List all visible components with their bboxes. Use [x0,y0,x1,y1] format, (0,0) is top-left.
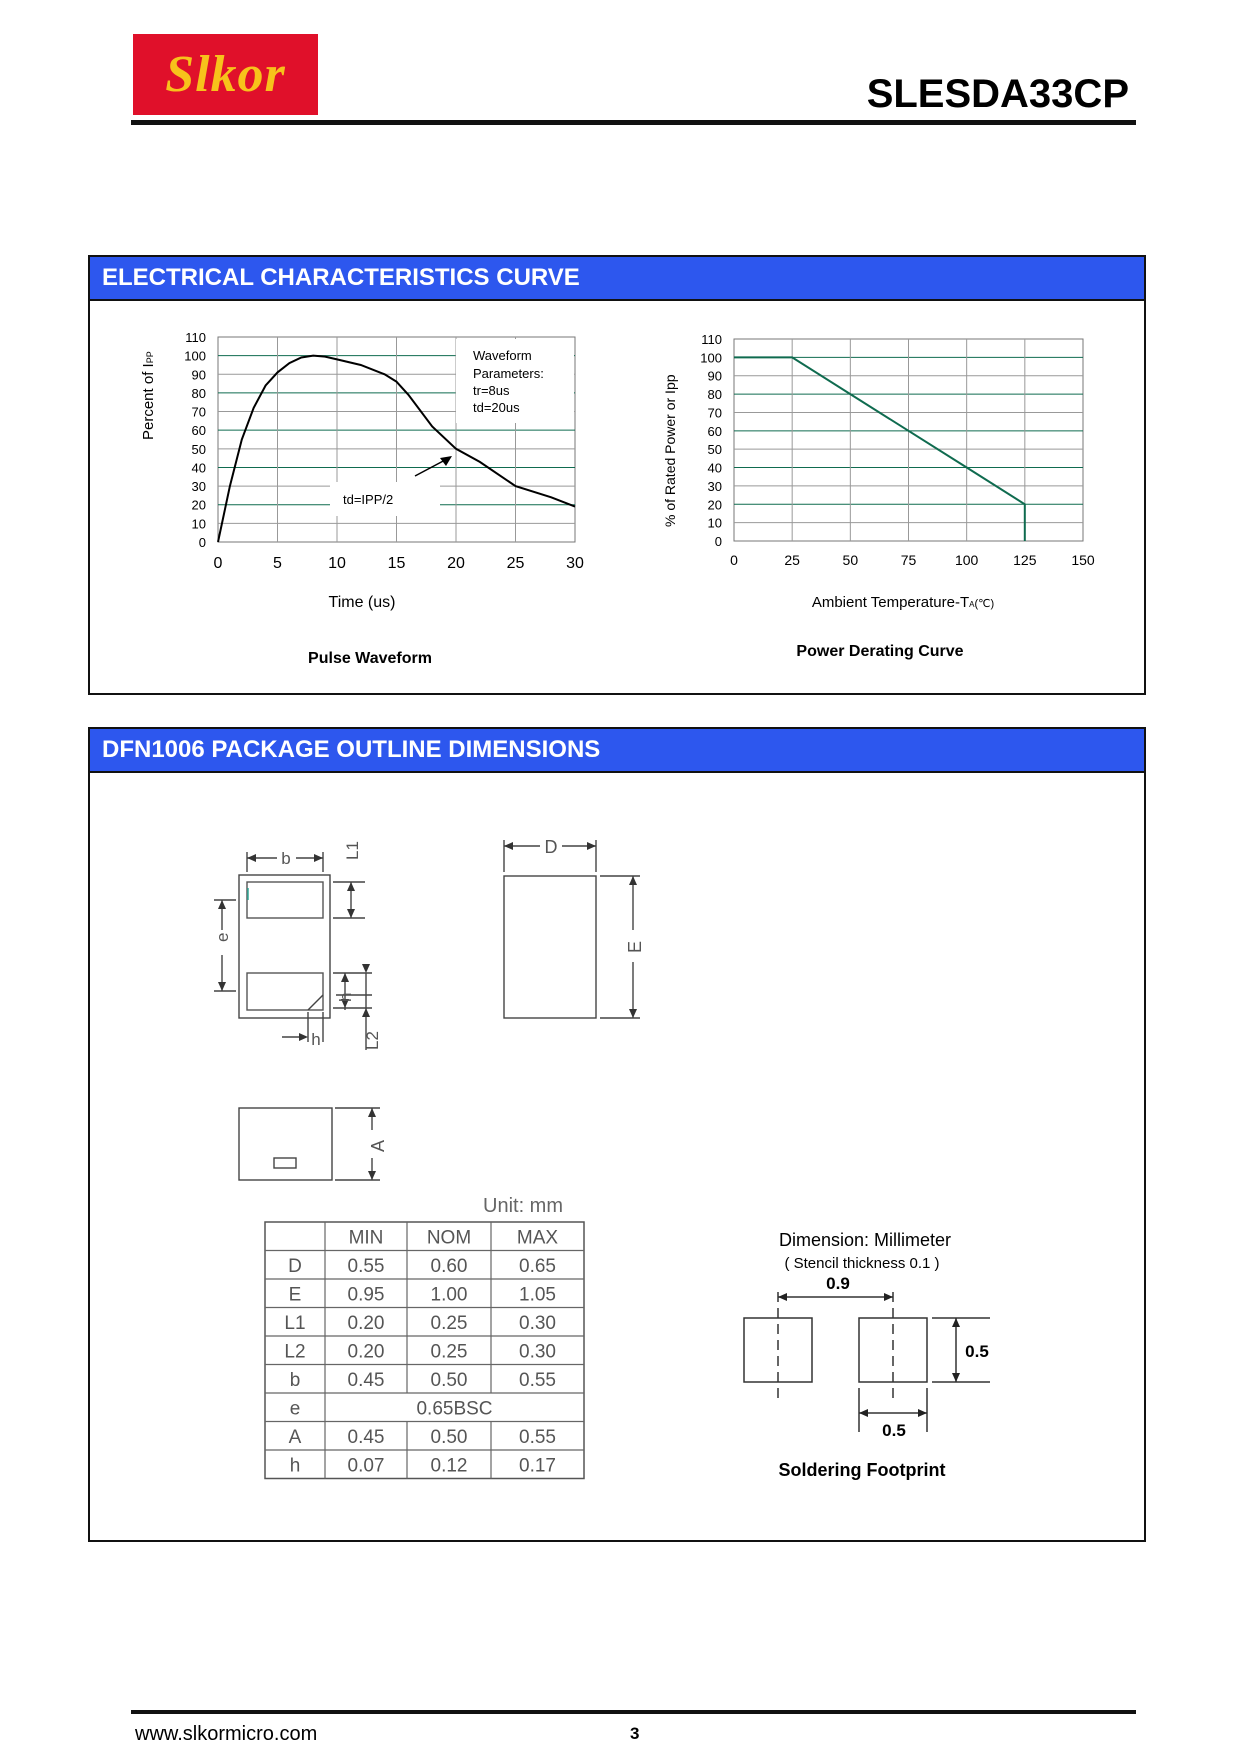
footer-url[interactable]: www.slkormicro.com [135,1723,318,1745]
y-tick-label: 100 [700,350,722,366]
x-tick-label: 75 [900,552,917,568]
table-cell: 0.25 [430,1341,468,1363]
y-tick-label: 80 [191,385,206,401]
y-tick-label: 100 [184,348,206,364]
table-cell: E [288,1284,302,1306]
dim-A-label: A [368,1139,388,1152]
y-tick-label: 50 [707,442,722,458]
x-tick-label: 50 [842,552,859,568]
footprint-note: ( Stencil thickness 0.1 ) [784,1255,940,1272]
table-cell: 0.65 [519,1255,556,1277]
table-header-cell: MAX [516,1227,559,1249]
table-cell: 0.30 [519,1312,556,1334]
pulse-caption: Pulse Waveform [308,650,432,667]
pulse-ylabel: Percent of IPP [140,351,157,440]
page-number: 3 [630,1724,640,1743]
derating-xlabel: Ambient Temperature-TA(℃) [811,594,995,611]
x-tick-label: 30 [566,555,584,572]
waveform-param-4: td=20us [473,400,520,415]
table-cell: L1 [284,1312,306,1334]
table-cell: 0.25 [430,1312,468,1334]
table-cell: 0.30 [519,1341,556,1363]
table-header-cell: MIN [348,1227,384,1249]
y-tick-label: 30 [191,479,206,495]
x-tick-label: 0 [730,552,738,568]
table-header-cell: NOM [426,1227,472,1249]
y-tick-label: 110 [185,330,206,345]
footprint-title: Dimension: Millimeter [778,1230,952,1250]
y-tick-label: 40 [191,460,206,476]
y-tick-label: 0 [198,535,206,550]
table-cell: 1.05 [519,1284,556,1306]
dim-b-label: b [281,849,291,868]
x-tick-label: 100 [954,552,979,568]
dim-h-label-h: h [311,1030,321,1049]
table-cell: 0.55 [519,1426,556,1448]
x-tick-label: 0 [213,555,223,572]
x-tick-label: 10 [328,555,346,572]
y-tick-label: 60 [707,423,722,439]
derating-ylabel: % of Rated Power or Ipp [662,374,678,527]
y-tick-label: 80 [707,387,722,403]
derating-caption: Power Derating Curve [796,643,964,660]
y-tick-label: 90 [191,367,206,383]
x-tick-label: 125 [1013,552,1037,568]
unit-label: Unit: mm [483,1195,563,1217]
footprint-caption: Soldering Footprint [778,1460,946,1480]
y-tick-label: 10 [191,516,206,532]
table-cell: b [289,1369,301,1391]
table-cell: 0.20 [347,1312,385,1334]
top-view-drawing [504,840,640,1018]
table-cell: A [288,1426,302,1448]
table-cell: 0.50 [430,1369,468,1391]
waveform-param-3: tr=8us [473,383,510,398]
table-cell: 0.45 [347,1426,385,1448]
dim-e-label: e [213,932,232,942]
table-cell: 0.17 [519,1455,556,1477]
side-view-drawing [239,1108,380,1180]
waveform-param-1: Waveform [473,348,532,363]
table-cell: 0.12 [430,1455,468,1477]
waveform-param-2: Parameters: [473,366,544,381]
table-cell-value: 0.65BSC [416,1398,493,1420]
y-tick-label: 10 [707,515,722,531]
x-tick-label: 25 [506,555,525,572]
section-title: ELECTRICAL CHARACTERISTICS CURVE [90,257,1144,301]
table-cell: 0.50 [430,1426,468,1448]
logo-text: Slkor [165,46,286,103]
table-cell: 0.45 [347,1369,385,1391]
table-cell: 0.20 [347,1341,385,1363]
dim-h-label-v: h [336,992,355,1002]
table-cell: 0.95 [347,1284,385,1306]
table-cell: 0.07 [347,1455,385,1477]
y-tick-label: 70 [707,405,722,421]
dim-L2-label: L2 [363,1031,382,1050]
y-tick-label: 70 [191,404,206,420]
table-cell: 0.55 [347,1255,385,1277]
x-tick-label: 25 [784,552,800,568]
footer-rule [131,1710,1136,1714]
table-cell: 0.60 [430,1255,468,1277]
dimension-table [265,1222,584,1479]
bottom-view-drawing [214,852,372,1050]
table-cell-label: e [289,1398,301,1420]
y-tick-label: 40 [707,460,722,476]
td-annotation: td=IPP/2 [343,492,394,507]
y-tick-label: 110 [701,332,722,347]
x-tick-label: 5 [273,555,282,572]
table-cell: h [289,1455,301,1477]
y-tick-label: 20 [191,497,206,513]
dim-E-label: E [625,940,645,953]
footprint-dim-right: 0.5 [965,1342,989,1361]
x-tick-label: 20 [447,555,465,572]
y-tick-label: 20 [707,497,722,513]
x-tick-label: 15 [387,555,406,572]
table-cell: 1.00 [430,1284,468,1306]
section-title: DFN1006 PACKAGE OUTLINE DIMENSIONS [90,729,1144,773]
y-tick-label: 30 [707,478,722,494]
y-tick-label: 60 [191,423,206,439]
x-tick-label: 150 [1071,552,1095,568]
footprint-dim-top: 0.9 [826,1274,850,1293]
dim-D-label: D [544,837,558,857]
part-number: SLESDA33CP [866,72,1129,116]
y-tick-label: 0 [714,534,722,549]
y-tick-label: 90 [707,368,722,384]
dim-L1-label: L1 [343,841,362,860]
footprint-dim-bottom: 0.5 [882,1421,906,1440]
table-cell: D [288,1255,302,1277]
y-tick-label: 50 [191,441,206,457]
table-cell: L2 [284,1341,306,1363]
table-cell: 0.55 [519,1369,556,1391]
pulse-xlabel: Time (us) [328,594,396,611]
